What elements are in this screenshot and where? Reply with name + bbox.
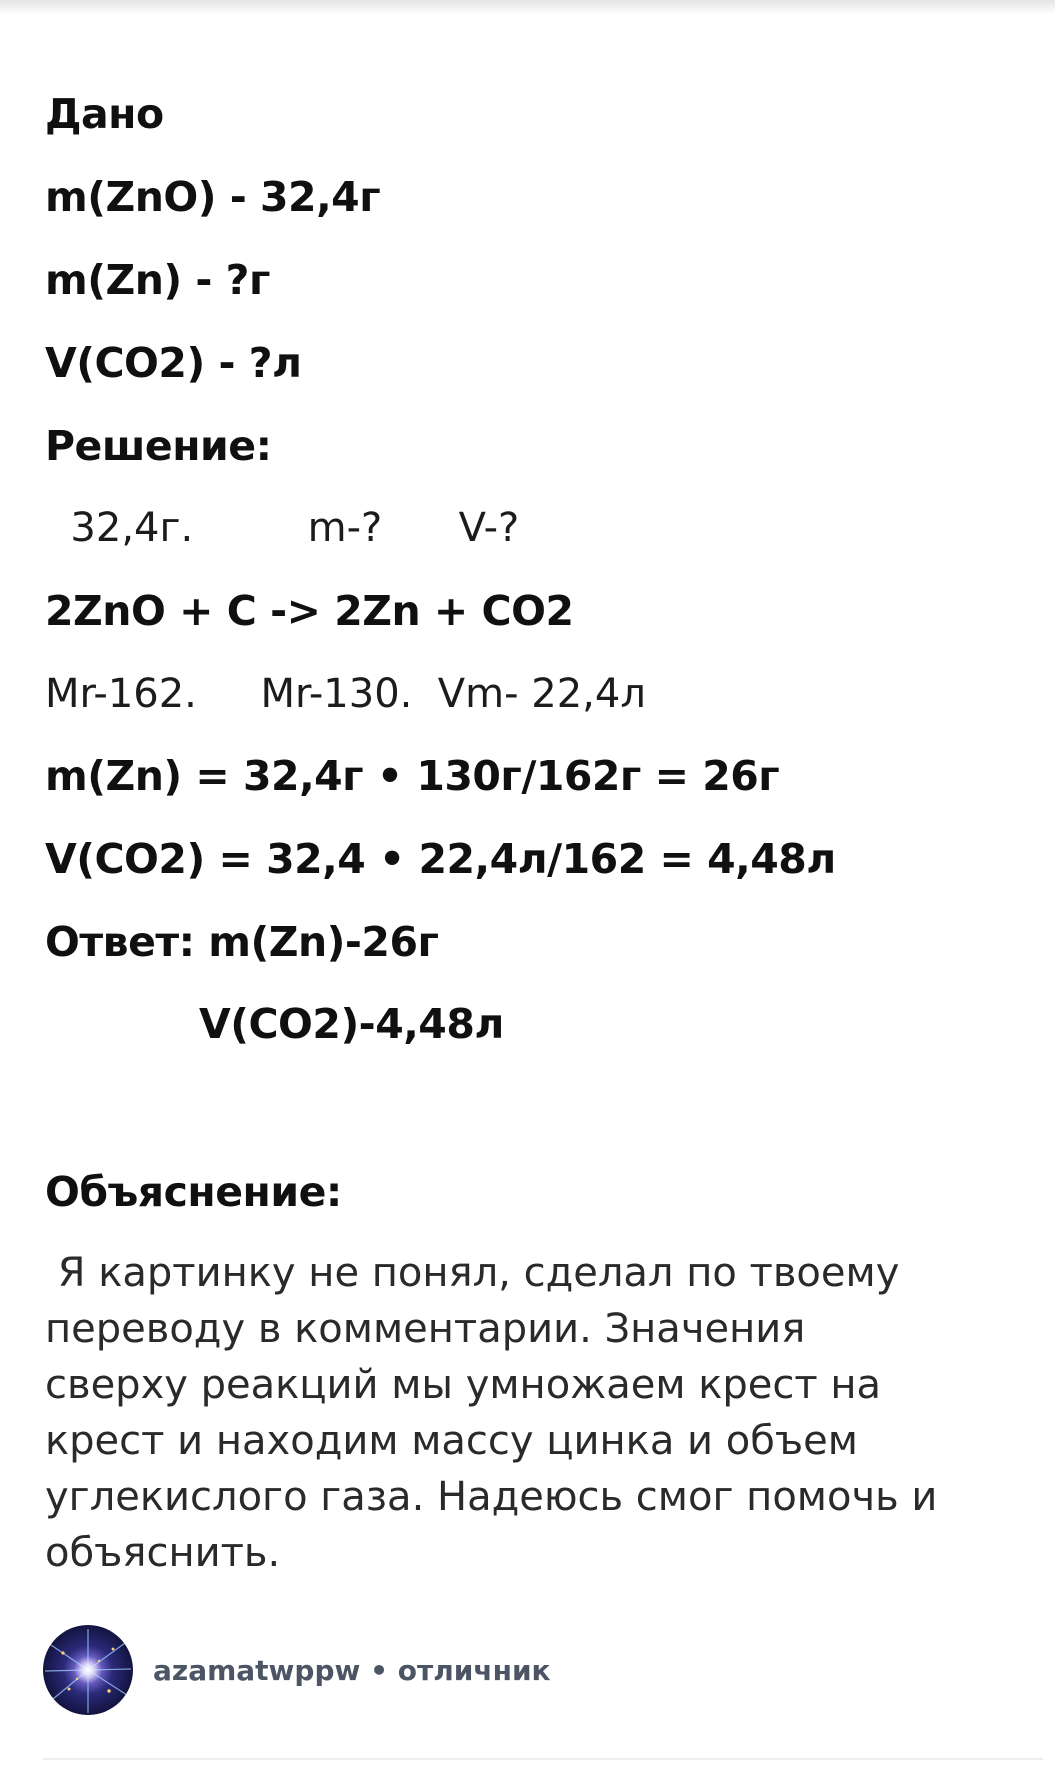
calculation-mass-zn: m(Zn) = 32,4г • 130г/162г = 26г (45, 752, 780, 800)
given-mass-zn: m(Zn) - ?г (45, 256, 270, 304)
values-below-reaction: Mr-162. Mr-130. Vm- 22,4л (45, 671, 646, 717)
answer-line-volume: V(CO2)-4,48л (199, 1000, 504, 1048)
given-label: Дано (45, 90, 164, 138)
given-volume-co2: V(CO2) - ?л (45, 339, 302, 387)
author-name[interactable]: azamatwppw (153, 1653, 361, 1687)
calculation-volume-co2: V(CO2) = 32,4 • 22,4л/162 = 4,48л (45, 835, 836, 883)
values-above-reaction: 32,4г. m-? V-? (45, 505, 520, 551)
top-divider-shadow (0, 0, 1055, 14)
author-block[interactable] (43, 1624, 551, 1716)
author-separator: • (370, 1653, 389, 1687)
author-meta (153, 1654, 551, 1687)
avatar[interactable] (43, 1625, 133, 1715)
explanation-text: Я картинку не понял, сделал по твоему переводу в комментарии. Значения сверху реакций мы умножаем крест на крест и находим массу цинка и объем углекислого газа. Надеюсь смог помочь и объяснить. (45, 1250, 938, 1576)
bottom-divider (43, 1758, 1043, 1760)
explanation-heading: Объяснение: (45, 1168, 342, 1216)
given-mass-zno: m(ZnO) - 32,4г (45, 173, 381, 221)
author-rank: отличник (397, 1653, 551, 1687)
solution-label: Решение: (45, 422, 272, 470)
answer-line-mass: Ответ: m(Zn)-26г (45, 918, 439, 966)
avatar-space-image (43, 1625, 133, 1715)
reaction-equation: 2ZnO + C -> 2Zn + CO2 (45, 587, 574, 635)
